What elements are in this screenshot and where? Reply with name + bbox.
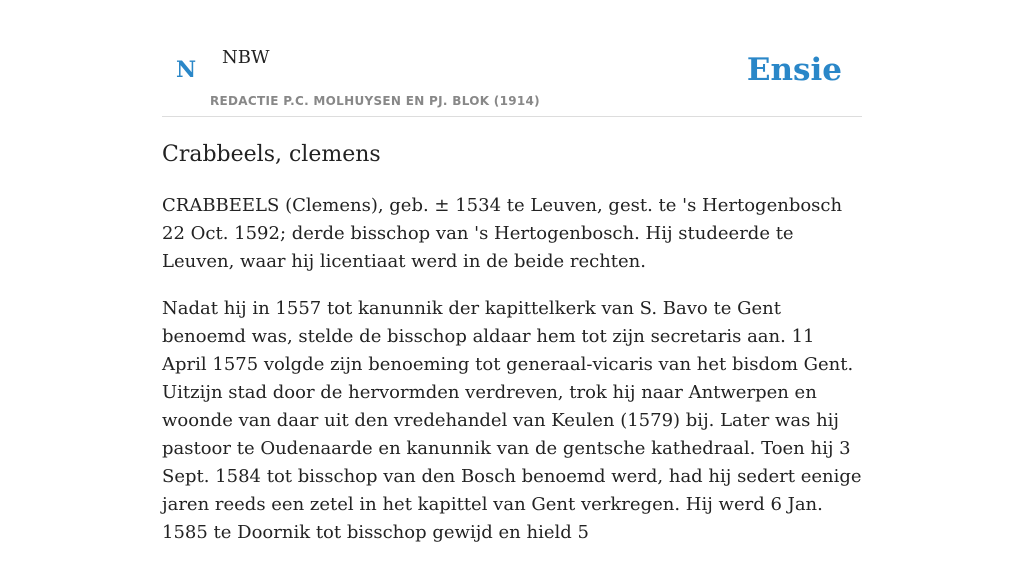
page [162,0,862,543]
article-body [162,192,862,566]
article-paragraph: CRABBEELS (Clemens), geb. ± 1534 te Leuven, gest. te 's Hertogenbosch 22 Oct. 1592; derde bisschop van 's Hertogenbosch. Hij studeerde te Leuven, waar hij licentiaat werd in de beide rechten. [162,195,843,272]
article-title: Crabbeels, clemens [162,142,381,167]
source-subtitle: REDACTIE P.C. MOLHUYSEN EN PJ. BLOK (1914) [210,94,540,108]
source-logo-icon[interactable]: N [176,57,197,83]
article-paragraph: Nadat hij in 1557 tot kanunnik der kapittelkerk van S. Bavo te Gent benoemd was, stelde de bisschop aldaar hem tot zijn secretaris aan. 11 April 1575 volgde zijn benoeming tot generaal-vicaris van het bisdom Gent. Uitzijn stad door de hervormden verdreven, trok hij naar Antwerpen en woonde van daar uit den vredehandel van Keulen (1579) bij. Later was hij pastoor te Oudenaarde en kanunnik van de gentsche kathedraal. Toen hij 3 Sept. 1584 tot bisschop van den Bosch benoemd werd, had hij sedert eenige jaren reeds een zetel in het kapittel van Gent verkregen. Hij werd 6 Jan. 1585 te Doornik tot bisschop gewijd en hield 5 [162,298,862,543]
ensie-logo-link[interactable]: Ensie [746,52,842,88]
source-header [162,0,862,117]
source-title-link[interactable]: NBW [222,47,270,68]
